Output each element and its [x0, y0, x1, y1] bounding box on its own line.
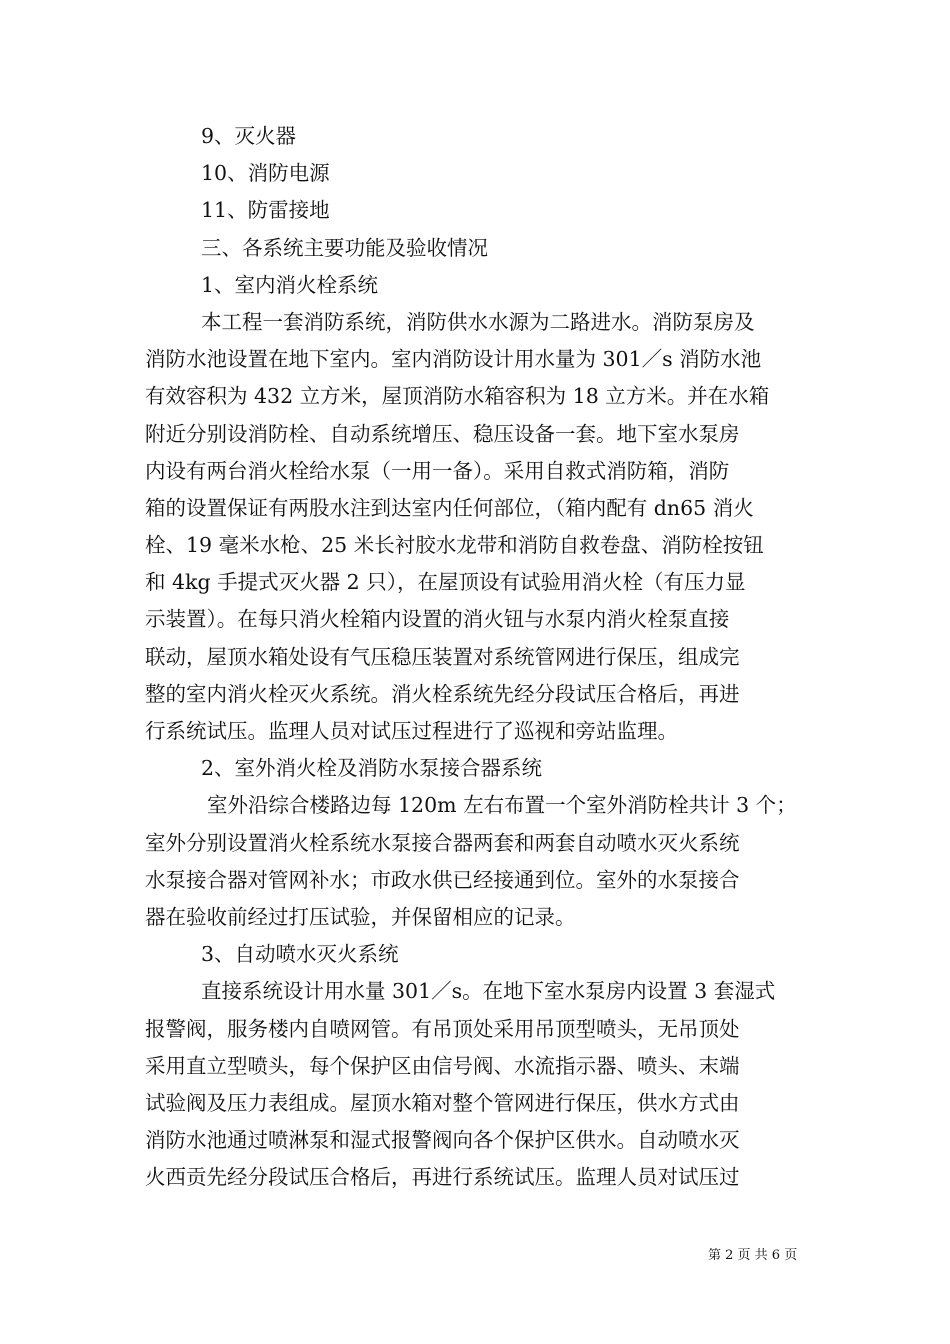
- paragraph-line: 报警阀，服务楼内自喷网管。有吊顶处采用吊顶型喷头，无吊顶处: [145, 1016, 740, 1041]
- paragraph-line: 整的室内消火栓灭火系统。消火栓系统先经分段试压合格后，再进: [145, 681, 740, 706]
- list-item: 10、消防电源: [201, 161, 330, 186]
- section-heading: 三、各系统主要功能及验收情况: [201, 235, 488, 260]
- paragraph-line: 栓、19 毫米水枪、25 米长衬胶水龙带和消防自救卷盘、消防栓按钮: [145, 533, 764, 558]
- paragraph-line: 试验阀及压力表组成。屋顶水箱对整个管网进行保压，供水方式由: [145, 1090, 740, 1115]
- list-item: 9、灭火器: [201, 124, 297, 148]
- paragraph-line: 室外沿综合楼路边每 120m 左右布置一个室外消防栓共计 3 个；: [207, 793, 797, 818]
- paragraph-line: 火西贡先经分段试压合格后，再进行系统试压。监理人员对试压过: [145, 1165, 740, 1190]
- paragraph-line: 和 4kg 手提式灭火器 2 只），在屋顶设有试验用消火栓（有压力显: [145, 570, 746, 595]
- subsection-heading: 2、室外消火栓及消防水泵接合器系统: [201, 756, 543, 781]
- paragraph-line: 本工程一套消防系统，消防供水水源为二路进水。消防泵房及: [201, 309, 755, 334]
- paragraph-line: 直接系统设计用水量 301／s。在地下室水泵房内设置 3 套湿式: [201, 979, 776, 1004]
- subsection-heading: 3、自动喷水灭火系统: [201, 942, 399, 967]
- paragraph-line: 室外分别设置消火栓系统水泵接合器两套和两套自动喷水灭火系统: [145, 830, 740, 855]
- paragraph-line: 附近分别设消防栓、自动系统增压、稳压设备一套。地下室水泵房: [145, 421, 740, 446]
- paragraph-line: 箱的设置保证有两股水注到达室内任何部位，（箱内配有 dn65 消火: [145, 495, 754, 520]
- paragraph-line: 消防水池通过喷淋泵和湿式报警阀向各个保护区供水。自动喷水灭: [145, 1128, 740, 1153]
- list-item: 11、防雷接地: [201, 198, 330, 223]
- paragraph-line: 行系统试压。监理人员对试压过程进行了巡视和旁站监理。: [145, 719, 678, 743]
- document-body: [145, 118, 815, 1196]
- paragraph-line: 联动，屋顶水箱处设有气压稳压装置对系统管网进行保压，组成完: [145, 644, 740, 669]
- paragraph-line: 示装置）。在每只消火栓箱内设置的消火钮与水泵内消火栓泵直接: [145, 607, 730, 632]
- paragraph-line: 有效容积为 432 立方米，屋顶消防水箱容积为 18 立方米。并在水箱: [145, 384, 770, 409]
- paragraph-line: 器在验收前经过打压试验，并保留相应的记录。: [145, 904, 576, 929]
- paragraph-line: 水泵接合器对管网补水；市政水供已经接通到位。室外的水泵接合: [145, 867, 740, 892]
- paragraph-line: 采用直立型喷头，每个保护区由信号阀、水流指示器、喷头、末端: [145, 1053, 740, 1078]
- paragraph-line: 消防水池设置在地下室内。室内消防设计用水量为 301／s 消防水池: [145, 347, 762, 372]
- page-number: 第 2 页 共 6 页: [708, 1248, 798, 1263]
- paragraph-line: 内设有两台消火栓给水泵（一用一备）。采用自救式消防箱，消防: [145, 458, 730, 483]
- subsection-heading: 1、室内消火栓系统: [201, 272, 379, 297]
